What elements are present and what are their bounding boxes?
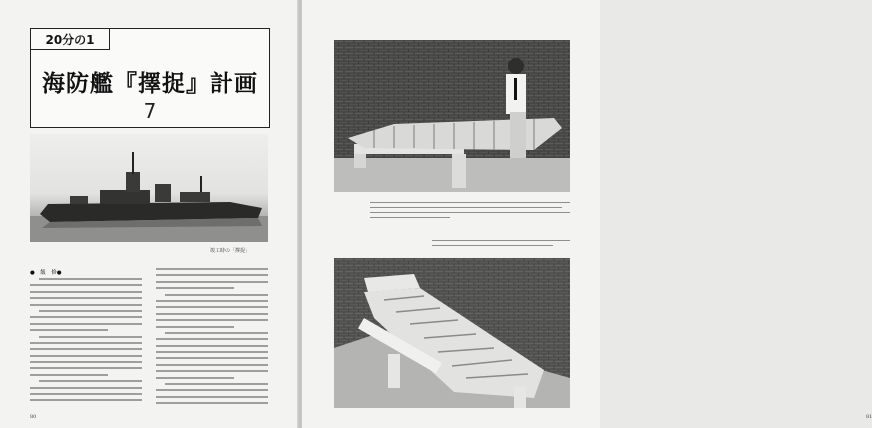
author-line: ● 飯 修● <box>30 270 62 276</box>
warship-image <box>30 134 268 242</box>
article-body <box>30 268 268 400</box>
bottom-photo-caption <box>432 236 570 250</box>
article-title: 海防艦『擇捉』計画 <box>42 71 258 97</box>
article-title-block <box>30 28 270 128</box>
page-number-right: 81 <box>866 414 872 420</box>
ship-photo <box>30 134 268 242</box>
left-page <box>0 0 298 428</box>
page-number-left: 80 <box>30 414 37 420</box>
text-column-2 <box>156 268 268 400</box>
series-label: 20分の1 <box>31 29 110 50</box>
hull-frame-closeup-image <box>334 258 570 408</box>
text-column-1 <box>30 268 142 400</box>
man-with-hull-frame-image <box>334 40 570 192</box>
ship-photo-caption: 竣工時の「擇捉」 <box>210 248 251 254</box>
model-hull-photo-bottom <box>334 258 570 408</box>
top-photo-caption <box>370 198 570 222</box>
part-number: 7 <box>143 99 157 123</box>
model-hull-photo-top <box>334 40 570 192</box>
